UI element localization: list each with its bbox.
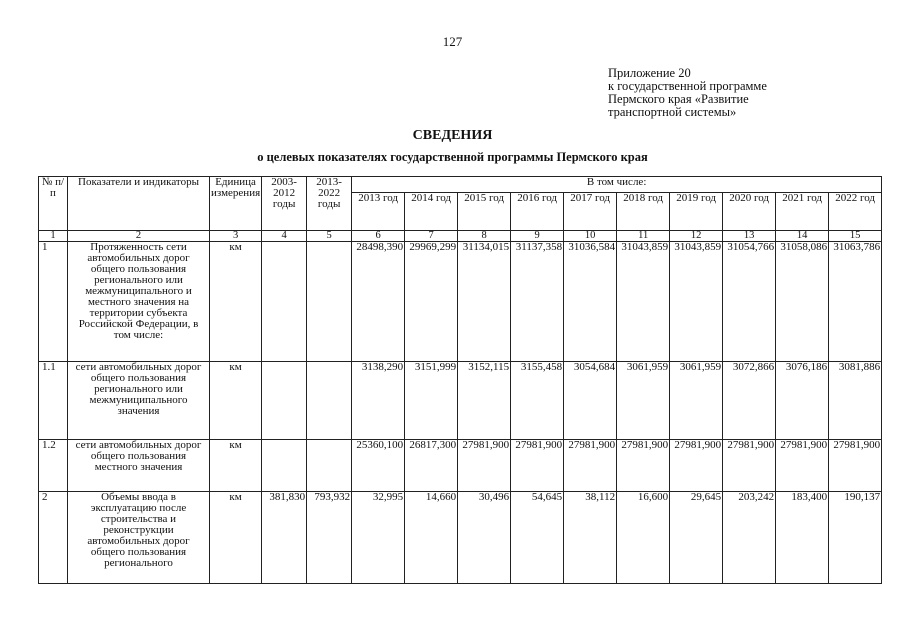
appendix-line: к государственной программе — [608, 79, 767, 93]
year-value: 29,645 — [670, 492, 723, 584]
header-period-2003-2012: 2003-2012 годы — [262, 177, 307, 231]
year-value: 26817,300 — [405, 440, 458, 492]
header-year: 2014 год — [405, 193, 458, 231]
header-num: № п/п — [39, 177, 68, 231]
period-value: 793,932 — [307, 492, 352, 584]
year-value: 203,242 — [723, 492, 776, 584]
column-number: 2 — [68, 231, 210, 242]
year-value: 183,400 — [776, 492, 829, 584]
year-value: 14,660 — [405, 492, 458, 584]
header-period-2013-2022: 2013-2022 годы — [307, 177, 352, 231]
year-value: 27981,900 — [564, 440, 617, 492]
year-value: 31043,859 — [617, 242, 670, 362]
year-value: 25360,100 — [352, 440, 405, 492]
header-year: 2016 год — [511, 193, 564, 231]
indicators-table — [38, 176, 882, 584]
year-value: 27981,900 — [670, 440, 723, 492]
column-number: 4 — [262, 231, 307, 242]
row-number: 1.1 — [39, 362, 68, 440]
period-value — [307, 440, 352, 492]
column-number: 12 — [670, 231, 723, 242]
period-value: 381,830 — [262, 492, 307, 584]
year-value: 3138,290 — [352, 362, 405, 440]
column-number: 7 — [405, 231, 458, 242]
period-value — [262, 440, 307, 492]
appendix-line: транспортной системы» — [608, 105, 737, 119]
header-unit: Единица измерения — [210, 177, 262, 231]
header-year: 2020 год — [723, 193, 776, 231]
table-row — [39, 492, 882, 584]
period-value — [307, 362, 352, 440]
year-value: 3152,115 — [458, 362, 511, 440]
year-value: 27981,900 — [723, 440, 776, 492]
period-value — [307, 242, 352, 362]
year-value: 3155,458 — [511, 362, 564, 440]
unit-cell: км — [210, 440, 262, 492]
column-number: 11 — [617, 231, 670, 242]
year-value: 28498,390 — [352, 242, 405, 362]
row-number: 2 — [39, 492, 68, 584]
header-year: 2017 год — [564, 193, 617, 231]
column-number: 3 — [210, 231, 262, 242]
row-number: 1.2 — [39, 440, 68, 492]
document-subtitle: о целевых показателях государственной программы Пермского края — [257, 150, 648, 164]
header-year: 2015 год — [458, 193, 511, 231]
year-value: 16,600 — [617, 492, 670, 584]
table-row — [39, 242, 882, 362]
appendix-note — [608, 67, 767, 119]
header-year: 2018 год — [617, 193, 670, 231]
year-value: 31058,086 — [776, 242, 829, 362]
year-value: 27981,900 — [458, 440, 511, 492]
column-number: 1 — [39, 231, 68, 242]
column-number: 8 — [458, 231, 511, 242]
year-value: 30,496 — [458, 492, 511, 584]
year-value: 32,995 — [352, 492, 405, 584]
unit-cell: км — [210, 362, 262, 440]
column-number: 6 — [352, 231, 405, 242]
header-year: 2019 год — [670, 193, 723, 231]
year-value: 3054,684 — [564, 362, 617, 440]
year-value: 190,137 — [829, 492, 882, 584]
column-number: 9 — [511, 231, 564, 242]
year-value: 3076,186 — [776, 362, 829, 440]
year-value: 31036,584 — [564, 242, 617, 362]
year-value: 27981,900 — [829, 440, 882, 492]
year-value: 27981,900 — [776, 440, 829, 492]
column-number: 10 — [564, 231, 617, 242]
unit-cell: км — [210, 242, 262, 362]
year-value: 27981,900 — [617, 440, 670, 492]
year-value: 31054,766 — [723, 242, 776, 362]
indicator-name: сети автомобильных дорог общего пользования регионального или межмуниципального значения — [68, 362, 210, 440]
appendix-line: Пермского края «Развитие — [608, 92, 749, 106]
indicator-name: Объемы ввода в эксплуатацию после строительства и реконструкции автомобильных дорог общего пользования регионального — [68, 492, 210, 584]
header-year: 2013 год — [352, 193, 405, 231]
table-row — [39, 362, 882, 440]
year-value: 3061,959 — [617, 362, 670, 440]
period-value — [262, 362, 307, 440]
year-value: 27981,900 — [511, 440, 564, 492]
column-number: 14 — [776, 231, 829, 242]
year-value: 31063,786 — [829, 242, 882, 362]
column-number: 13 — [723, 231, 776, 242]
column-number: 15 — [829, 231, 882, 242]
indicator-name: Протяженность сети автомобильных дорог общего пользования регионального или межмуниципального и местного значения на территории субъекта Российской Федерации, в том числе: — [68, 242, 210, 362]
year-value: 31134,015 — [458, 242, 511, 362]
year-value: 3061,959 — [670, 362, 723, 440]
header-year: 2021 год — [776, 193, 829, 231]
year-value: 38,112 — [564, 492, 617, 584]
year-value: 31043,859 — [670, 242, 723, 362]
year-value: 29969,299 — [405, 242, 458, 362]
unit-cell: км — [210, 492, 262, 584]
header-indicator: Показатели и индикаторы — [68, 177, 210, 231]
row-number: 1 — [39, 242, 68, 362]
year-value: 3072,866 — [723, 362, 776, 440]
period-value — [262, 242, 307, 362]
column-number: 5 — [307, 231, 352, 242]
indicator-name: сети автомобильных дорог общего пользования местного значения — [68, 440, 210, 492]
year-value: 3081,886 — [829, 362, 882, 440]
header-including: В том числе: — [352, 177, 882, 193]
appendix-line: Приложение 20 — [608, 66, 691, 80]
page-number: 127 — [442, 34, 463, 49]
year-value: 31137,358 — [511, 242, 564, 362]
document-title: СВЕДЕНИЯ — [412, 128, 493, 143]
year-value: 3151,999 — [405, 362, 458, 440]
year-value: 54,645 — [511, 492, 564, 584]
header-year: 2022 год — [829, 193, 882, 231]
table-row — [39, 440, 882, 492]
